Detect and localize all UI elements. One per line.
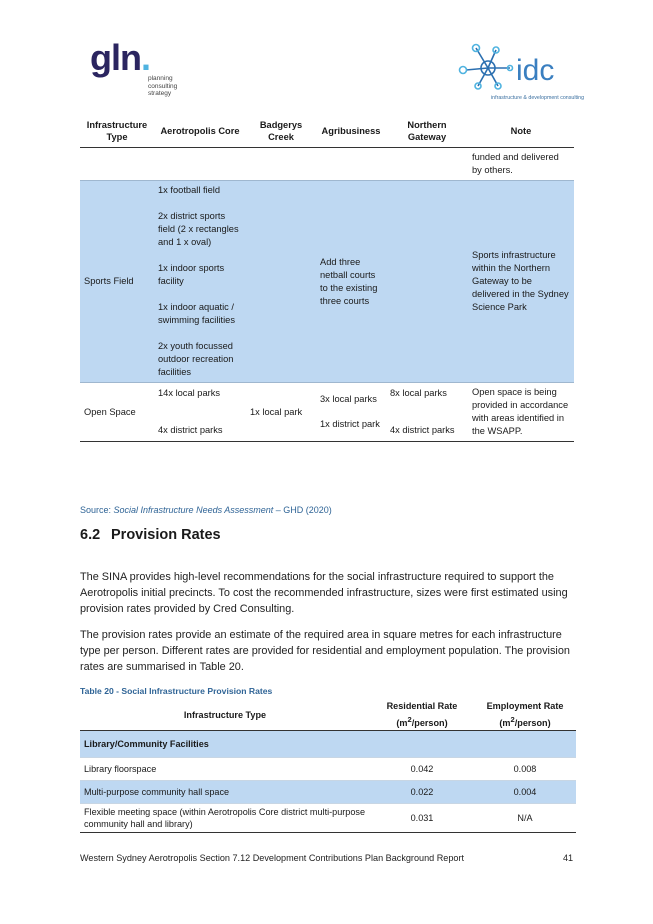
badgerys-cell: 1x local park [246, 383, 316, 442]
section-heading: 6.2 Provision Rates [80, 527, 221, 543]
table-caption: Table 20 - Social Infrastructure Provision Rates [80, 686, 273, 696]
col-badgerys-creek: Badgerys Creek [246, 115, 316, 148]
table-row: Multi-purpose community hall space 0.022 0.004 [80, 781, 576, 804]
col-note: Note [468, 115, 574, 148]
page-number: 41 [563, 853, 574, 863]
col-aerotropolis-core: Aerotropolis Core [154, 115, 246, 148]
northern-cell: 8x local parks 4x district parks [386, 383, 468, 442]
table-header-row [80, 115, 574, 148]
core-cell: 14x local parks 4x district parks [154, 383, 246, 442]
idc-subtitle: infrastructure & development consulting [491, 95, 585, 101]
table-row: Flexible meeting space (within Aerotropolis Core district multi-purpose community hall and library) 0.031 N/A [80, 804, 576, 833]
col-employment-rate: Employment Rate $(m^2/person)$ [474, 700, 576, 731]
gln-tagline: planning consulting strategy [148, 75, 178, 97]
col-infrastructure-type: Infrastructure Type [80, 700, 370, 731]
agribusiness-cell: 3x local parks 1x district park [316, 383, 386, 442]
gln-logo: gln. planning consulting strategy [90, 40, 150, 76]
paragraph: The provision rates provide an estimate of the required area in square metres for each infrastructure type per person. Different rates are provided for residential and employment population. The provision rates are summarised in Table 20. [80, 629, 570, 673]
table-row-open-space [80, 383, 574, 442]
table-row: Library floorspace 0.042 0.008 [80, 758, 576, 781]
table-category-row: Library/Community Facilities [80, 731, 576, 758]
infrastructure-table [80, 115, 574, 442]
table-source: Source: Social Infrastructure Needs Assessment – GHD (2020) [80, 505, 332, 515]
table-row-sports-field [80, 181, 574, 383]
agribusiness-cell: Add three netball courts to the existing three courts [316, 181, 386, 383]
page-footer: Western Sydney Aerotropolis Section 7.12 Development Contributions Plan Background Report [80, 853, 465, 863]
note-cell: Sports infrastructure within the Northern Gateway to be delivered in the Sydney Science Park [468, 181, 574, 383]
svg-text:idc: idc [516, 54, 555, 87]
col-agribusiness: Agribusiness [316, 115, 386, 148]
col-northern-gateway: Northern Gateway [386, 115, 468, 148]
type-cell: Open Space [80, 383, 154, 442]
core-cell: 1x football field 2x district sports field (2 x rectangles and 1 x oval) 1x indoor sports facility 1x indoor aquatic / swimming facilities 2x youth focussed outdoor recreation facilities [154, 181, 246, 383]
table-row [80, 148, 574, 181]
type-cell: Sports Field [80, 181, 154, 383]
note-cell: funded and delivered by others. [472, 152, 559, 175]
col-infrastructure-type: Infrastructure Type [80, 115, 154, 148]
col-residential-rate: Residential Rate $(m^2/person)$ [370, 700, 474, 731]
table-header-row [80, 700, 576, 731]
note-cell: Open space is being provided in accordance with areas identified in the WSAPP. [468, 383, 574, 442]
paragraph: The SINA provides high-level recommendations for the social infrastructure required to support the Aerotropolis initial precincts. To cost the recommended infrastructure, sizes were first estimated using provision rates provided by Cred Consulting. [80, 571, 568, 615]
provision-rates-table [80, 700, 576, 833]
